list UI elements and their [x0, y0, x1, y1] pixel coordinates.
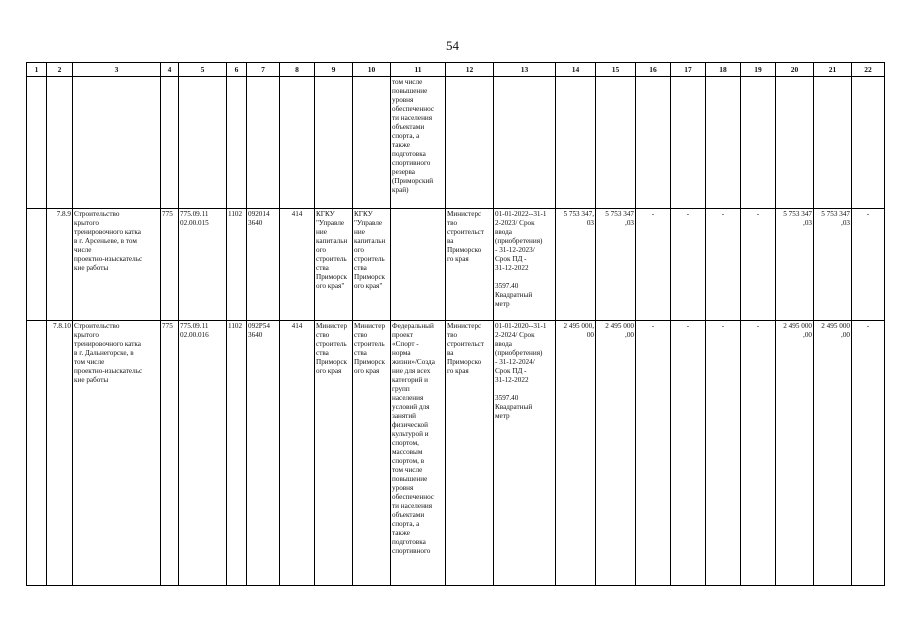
table-cell: [179, 77, 227, 209]
table-cell: [27, 77, 47, 209]
table-cell: [556, 77, 596, 209]
table-cell: 092P54 3640: [247, 321, 280, 586]
table-cell: 2 495 000 ,00: [776, 321, 814, 586]
table-cell: -: [671, 321, 706, 586]
column-header: 16: [636, 63, 671, 77]
table-cell: 5 753 347 ,03: [814, 209, 852, 321]
table-cell: [741, 77, 776, 209]
table-cell: [636, 77, 671, 209]
column-header: 3: [73, 63, 161, 77]
table-cell: [73, 77, 161, 209]
table-cell: [671, 77, 706, 209]
table-cell: 01-01-2020--31-1 2-2024/ Срок ввода (приобретения) - 31-12-2024/ Срок ПД - 31-12-2022 3597.40 Квадратный метр: [494, 321, 556, 586]
column-header: 19: [741, 63, 776, 77]
table-cell: Министер ство строитель ства Приморск ого края: [353, 321, 391, 586]
table-cell: 1102: [227, 321, 247, 586]
table-row: [27, 209, 885, 321]
table-cell: [315, 77, 353, 209]
table-cell: Федеральный проект «Спорт - норма жизни»/Созда ние для всех категорий и групп населения условий для занятий физической культурой и спортом, массовым спортом, в том числе повышение уровня обеспеченнос ти населения объектами спорта, а также подготовка спортивного: [391, 321, 446, 586]
table-cell: 775: [161, 209, 179, 321]
column-header: 6: [227, 63, 247, 77]
column-header: 17: [671, 63, 706, 77]
table-cell: 2 495 000, 00: [556, 321, 596, 586]
column-header: 10: [353, 63, 391, 77]
table-cell: 414: [280, 209, 315, 321]
table-cell: 1102: [227, 209, 247, 321]
table-cell: -: [852, 209, 885, 321]
table-cell: [494, 77, 556, 209]
column-header: 8: [280, 63, 315, 77]
table-cell: [161, 77, 179, 209]
table-cell: [47, 77, 73, 209]
table-cell: Строительство крытого тренировочного катка в г. Арсеньеве, в том числе проектно-изыскательс кие работы: [73, 209, 161, 321]
column-header: 11: [391, 63, 446, 77]
table-cell: [596, 77, 636, 209]
table-cell: -: [636, 209, 671, 321]
table-cell: -: [741, 321, 776, 586]
column-header: 15: [596, 63, 636, 77]
table-cell: [391, 209, 446, 321]
table-cell: [814, 77, 852, 209]
table-cell: [852, 77, 885, 209]
column-header: 9: [315, 63, 353, 77]
table-cell: 092014 3640: [247, 209, 280, 321]
table-cell: [280, 77, 315, 209]
table-cell: 775.09.11 02.00.016: [179, 321, 227, 586]
table-cell: Министерс тво строительст ва Приморско го края: [446, 209, 494, 321]
table-cell: 775.09.11 02.00.015: [179, 209, 227, 321]
table-cell: -: [741, 209, 776, 321]
table-cell: [27, 209, 47, 321]
table-cell: -: [636, 321, 671, 586]
table-cell: [227, 77, 247, 209]
table-cell: 5 753 347 ,03: [776, 209, 814, 321]
table-cell: 5 753 347 ,03: [596, 209, 636, 321]
table-cell: том числе повышение уровня обеспеченнос ти населения объектами спорта, а также подготовка спортивного резерва (Приморский край): [391, 77, 446, 209]
table-cell: 7.8.10: [47, 321, 73, 586]
table-cell: -: [852, 321, 885, 586]
column-header: 4: [161, 63, 179, 77]
table-cell: Министерс тво строительст ва Приморско го края: [446, 321, 494, 586]
table-cell: [776, 77, 814, 209]
column-header: 5: [179, 63, 227, 77]
table-cell: КГКУ "Управле ние капитальн ого строитель ства Приморск ого края": [353, 209, 391, 321]
table-cell: [353, 77, 391, 209]
table-cell: 2 495 000 ,00: [596, 321, 636, 586]
table-cell: 01-01-2022--31-1 2-2023/ Срок ввода (приобретения) - 31-12-2023/ Срок ПД - 31-12-2022 3597.40 Квадратный метр: [494, 209, 556, 321]
table-cell: -: [706, 209, 741, 321]
table-cell: [446, 77, 494, 209]
table-cell: 775: [161, 321, 179, 586]
table-cell: 2 495 000 ,00: [814, 321, 852, 586]
table-cell: -: [671, 209, 706, 321]
column-header: 18: [706, 63, 741, 77]
column-header: 22: [852, 63, 885, 77]
table-cell: [706, 77, 741, 209]
column-header: 7: [247, 63, 280, 77]
header-row: [27, 63, 885, 77]
column-header: 20: [776, 63, 814, 77]
column-header: 2: [47, 63, 73, 77]
column-header: 13: [494, 63, 556, 77]
table-cell: [247, 77, 280, 209]
budget-table: [26, 62, 885, 586]
table-cell: 5 753 347, 03: [556, 209, 596, 321]
page-number: 54: [446, 38, 459, 53]
table-cell: -: [706, 321, 741, 586]
table-cell: [27, 321, 47, 586]
column-header: 1: [27, 63, 47, 77]
table-row: [27, 321, 885, 586]
table-cell: Министер ство строитель ства Приморск ого края: [315, 321, 353, 586]
table-cell: 414: [280, 321, 315, 586]
column-header: 21: [814, 63, 852, 77]
column-header: 14: [556, 63, 596, 77]
column-header: 12: [446, 63, 494, 77]
table-cell: КГКУ "Управле ние капитальн ого строитель ства Приморск ого края": [315, 209, 353, 321]
table-row: [27, 77, 885, 209]
table-cell: Строительство крытого тренировочного катка в г. Дальнегорске, в том числе проектно-изыскательс кие работы: [73, 321, 161, 586]
table-cell: 7.8.9: [47, 209, 73, 321]
